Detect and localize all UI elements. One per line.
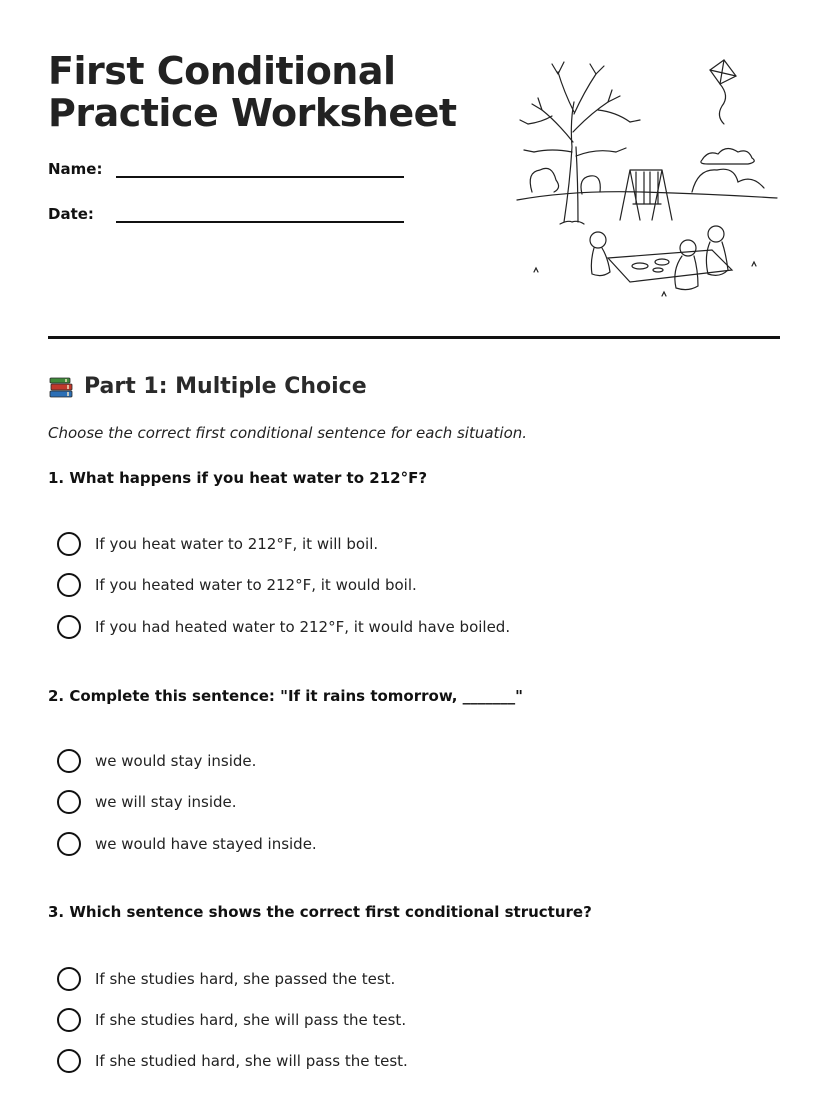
q3-option-a[interactable] [57, 966, 395, 992]
q1-option-b[interactable] [57, 572, 417, 598]
q2-option-c[interactable] [57, 831, 317, 857]
part1-instructions: Choose the correct first conditional sentence for each situation. [48, 424, 528, 442]
radio-button[interactable] [57, 532, 81, 556]
question-3: 3. Which sentence shows the correct first conditional structure? [48, 903, 592, 921]
part1-heading [48, 374, 367, 399]
name-blank-line[interactable] [116, 176, 404, 178]
option-label: If she studies hard, she will pass the test. [95, 1011, 407, 1029]
option-label: If you heat water to 212°F, it will boil. [95, 535, 379, 553]
q2-option-b[interactable] [57, 789, 237, 815]
radio-button[interactable] [57, 749, 81, 773]
radio-button[interactable] [57, 790, 81, 814]
option-label: we will stay inside. [95, 793, 237, 811]
option-label: If she studied hard, she will pass the test. [95, 1052, 408, 1070]
radio-button[interactable] [57, 615, 81, 639]
title-line-1: First Conditional [48, 49, 396, 93]
q2-option-a[interactable] [57, 748, 256, 774]
option-label: If she studies hard, she passed the test. [95, 970, 396, 988]
books-icon [48, 375, 74, 399]
option-label: If you had heated water to 212°F, it would have boiled. [95, 618, 511, 636]
radio-button[interactable] [57, 832, 81, 856]
q3-option-b[interactable] [57, 1007, 406, 1033]
date-field[interactable] [48, 205, 94, 223]
radio-button[interactable] [57, 967, 81, 991]
park-picnic-illustration [512, 52, 782, 302]
date-blank-line[interactable] [116, 221, 404, 223]
name-field[interactable] [48, 160, 102, 178]
q1-option-a[interactable] [57, 531, 378, 557]
radio-button[interactable] [57, 1049, 81, 1073]
option-label: we would stay inside. [95, 752, 257, 770]
radio-button[interactable] [57, 1008, 81, 1032]
option-label: If you heated water to 212°F, it would boil. [95, 576, 417, 594]
section-divider [48, 336, 780, 339]
worksheet-title [48, 50, 457, 134]
question-1: 1. What happens if you heat water to 212°F? [48, 469, 428, 487]
q1-option-c[interactable] [57, 614, 510, 640]
name-label: Name: [48, 160, 103, 178]
option-label: we would have stayed inside. [95, 835, 317, 853]
q3-option-c[interactable] [57, 1048, 408, 1074]
radio-button[interactable] [57, 573, 81, 597]
part1-title: Part 1: Multiple Choice [84, 374, 367, 399]
title-line-2: Practice Worksheet [48, 91, 457, 135]
question-2: 2. Complete this sentence: "If it rains tomorrow, _______" [48, 687, 523, 705]
date-label: Date: [48, 205, 94, 223]
